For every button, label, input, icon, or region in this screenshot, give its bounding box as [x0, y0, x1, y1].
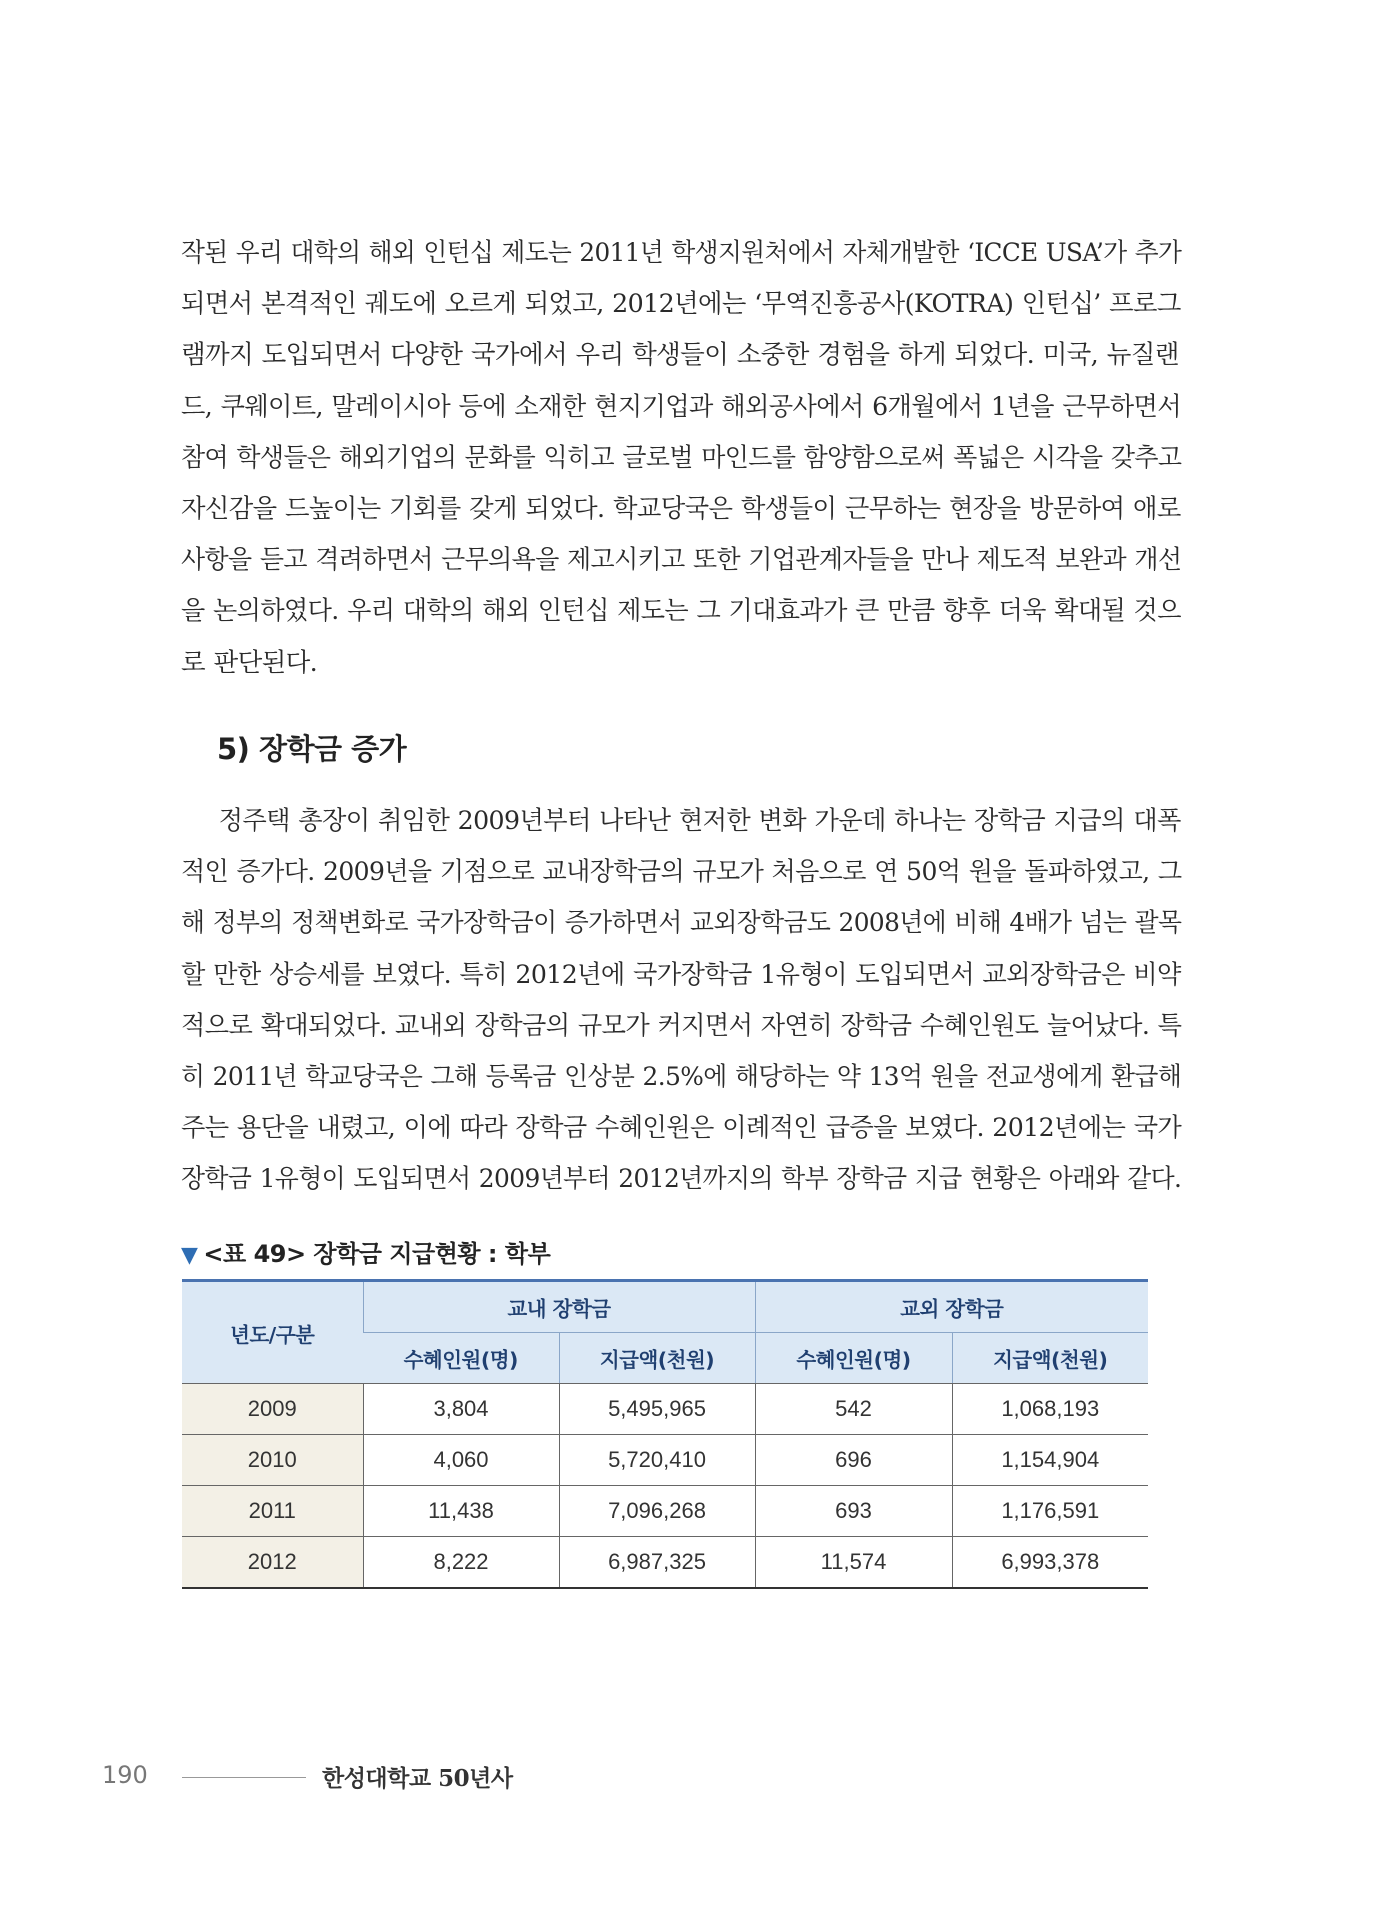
off-campus-amount-cell: 6,993,378	[952, 1537, 1148, 1589]
on-campus-recipients-cell: 3,804	[363, 1384, 559, 1435]
off-campus-amount-cell: 1,068,193	[952, 1384, 1148, 1435]
text-line: 주는 용단을 내렸고, 이에 따라 장학금 수혜인원은 이례적인 급증을 보였다. 2012년에는 국가	[181, 1113, 1182, 1144]
scholarship-table	[182, 1279, 1148, 1589]
on-campus-recipients-cell: 8,222	[363, 1537, 559, 1589]
on-campus-amount-header: 지급액(천원)	[559, 1333, 755, 1384]
table-caption	[181, 1234, 550, 1269]
text-line: 히 2011년 학교당국은 그해 등록금 인상분 2.5%에 해당하는 약 13억 원을 전교생에게 환급해	[181, 1061, 1182, 1092]
off-campus-recipients-header: 수혜인원(명)	[755, 1333, 952, 1384]
on-campus-recipients-cell: 11,438	[363, 1486, 559, 1537]
off-campus-amount-header: 지급액(천원)	[952, 1333, 1148, 1384]
year-cell: 2012	[182, 1537, 363, 1589]
text-line: 작된 우리 대학의 해외 인턴십 제도는 2011년 학생지원처에서 자체개발한 ‘ICCE USA’가 추가	[181, 238, 1182, 268]
text-line: 적인 증가다. 2009년을 기점으로 교내장학금의 규모가 처음으로 연 50억 원을 돌파하였고, 그	[181, 857, 1182, 888]
text-line: 정주택 총장이 취임한 2009년부터 나타난 현저한 변화 가운데 하나는 장학금 지급의 대폭	[218, 806, 1181, 836]
text-line: 을 논의하였다. 우리 대학의 해외 인턴십 제도는 그 기대효과가 큰 만큼 향후 더욱 확대될 것으	[181, 596, 1181, 627]
year-cell: 2010	[182, 1435, 363, 1486]
table-row	[182, 1384, 1148, 1435]
section-heading: 5) 장학금 증가	[217, 732, 407, 766]
on-campus-amount-cell: 5,720,410	[559, 1435, 755, 1486]
year-cell: 2011	[182, 1486, 363, 1537]
on-campus-amount-cell: 7,096,268	[559, 1486, 755, 1537]
text-line: 자신감을 드높이는 기회를 갖게 되었다. 학교당국은 학생들이 근무하는 현장을 방문하여 애로	[181, 493, 1181, 524]
on-campus-recipients-cell: 4,060	[363, 1435, 559, 1486]
off-campus-recipients-cell: 11,574	[755, 1537, 952, 1589]
text-line: 드, 쿠웨이트, 말레이시아 등에 소재한 현지기업과 해외공사에서 6개월에서 1년을 근무하면서	[181, 391, 1182, 422]
page-number: 190	[102, 1761, 148, 1789]
on-campus-amount-cell: 5,495,965	[559, 1384, 755, 1435]
text-line: 로 판단된다.	[181, 647, 318, 678]
year-cell: 2009	[182, 1384, 363, 1435]
table-row	[182, 1435, 1148, 1486]
footer-divider	[182, 1777, 306, 1778]
text-line: 되면서 본격적인 궤도에 오르게 되었고, 2012년에는 ‘무역진흥공사(KOTRA) 인턴십’ 프로그	[181, 289, 1181, 320]
text-line: 사항을 듣고 격려하면서 근무의욕을 제고시키고 또한 기업관계자들을 만나 제도적 보완과 개선	[181, 545, 1182, 576]
table-row	[182, 1537, 1148, 1589]
body-paragraph-internship	[181, 228, 1181, 689]
table-caption-text: <표 49> 장학금 지급현황 : 학부	[203, 1240, 551, 1268]
off-campus-recipients-cell: 693	[755, 1486, 952, 1537]
text-line: 램까지 도입되면서 다양한 국가에서 우리 학생들이 소중한 경험을 하게 되었다. 미국, 뉴질랜	[181, 340, 1179, 371]
text-line: 적으로 확대되었다. 교내외 장학금의 규모가 커지면서 자연히 장학금 수혜인원도 늘어났다. 특	[181, 1010, 1182, 1041]
on-campus-amount-cell: 6,987,325	[559, 1537, 755, 1589]
text-line: 참여 학생들은 해외기업의 문화를 익히고 글로벌 마인드를 함양함으로써 폭넓은 시각을 갖추고	[181, 442, 1182, 473]
table-row	[182, 1486, 1148, 1537]
text-line: 할 만한 상승세를 보였다. 특히 2012년에 국가장학금 1유형이 도입되면서 교외장학금은 비약	[181, 959, 1181, 990]
off-campus-recipients-cell: 542	[755, 1384, 952, 1435]
off-campus-amount-cell: 1,176,591	[952, 1486, 1148, 1537]
off-campus-recipients-cell: 696	[755, 1435, 952, 1486]
off-campus-amount-cell: 1,154,904	[952, 1435, 1148, 1486]
text-line: 장학금 1유형이 도입되면서 2009년부터 2012년까지의 학부 장학금 지급 현황은 아래와 같다.	[181, 1164, 1182, 1195]
year-column-header: 년도/구분	[182, 1281, 363, 1384]
off-campus-group-header: 교외 장학금	[755, 1281, 1148, 1333]
triangle-down-icon: ▼	[181, 1243, 198, 1268]
on-campus-recipients-header: 수혜인원(명)	[363, 1333, 559, 1384]
book-title: 한성대학교 50년사	[322, 1765, 513, 1792]
text-line: 해 정부의 정책변화로 국가장학금이 증가하면서 교외장학금도 2008년에 비해 4배가 넘는 괄목	[181, 908, 1182, 939]
on-campus-group-header: 교내 장학금	[363, 1281, 755, 1333]
body-paragraph-scholarship	[181, 796, 1181, 1206]
